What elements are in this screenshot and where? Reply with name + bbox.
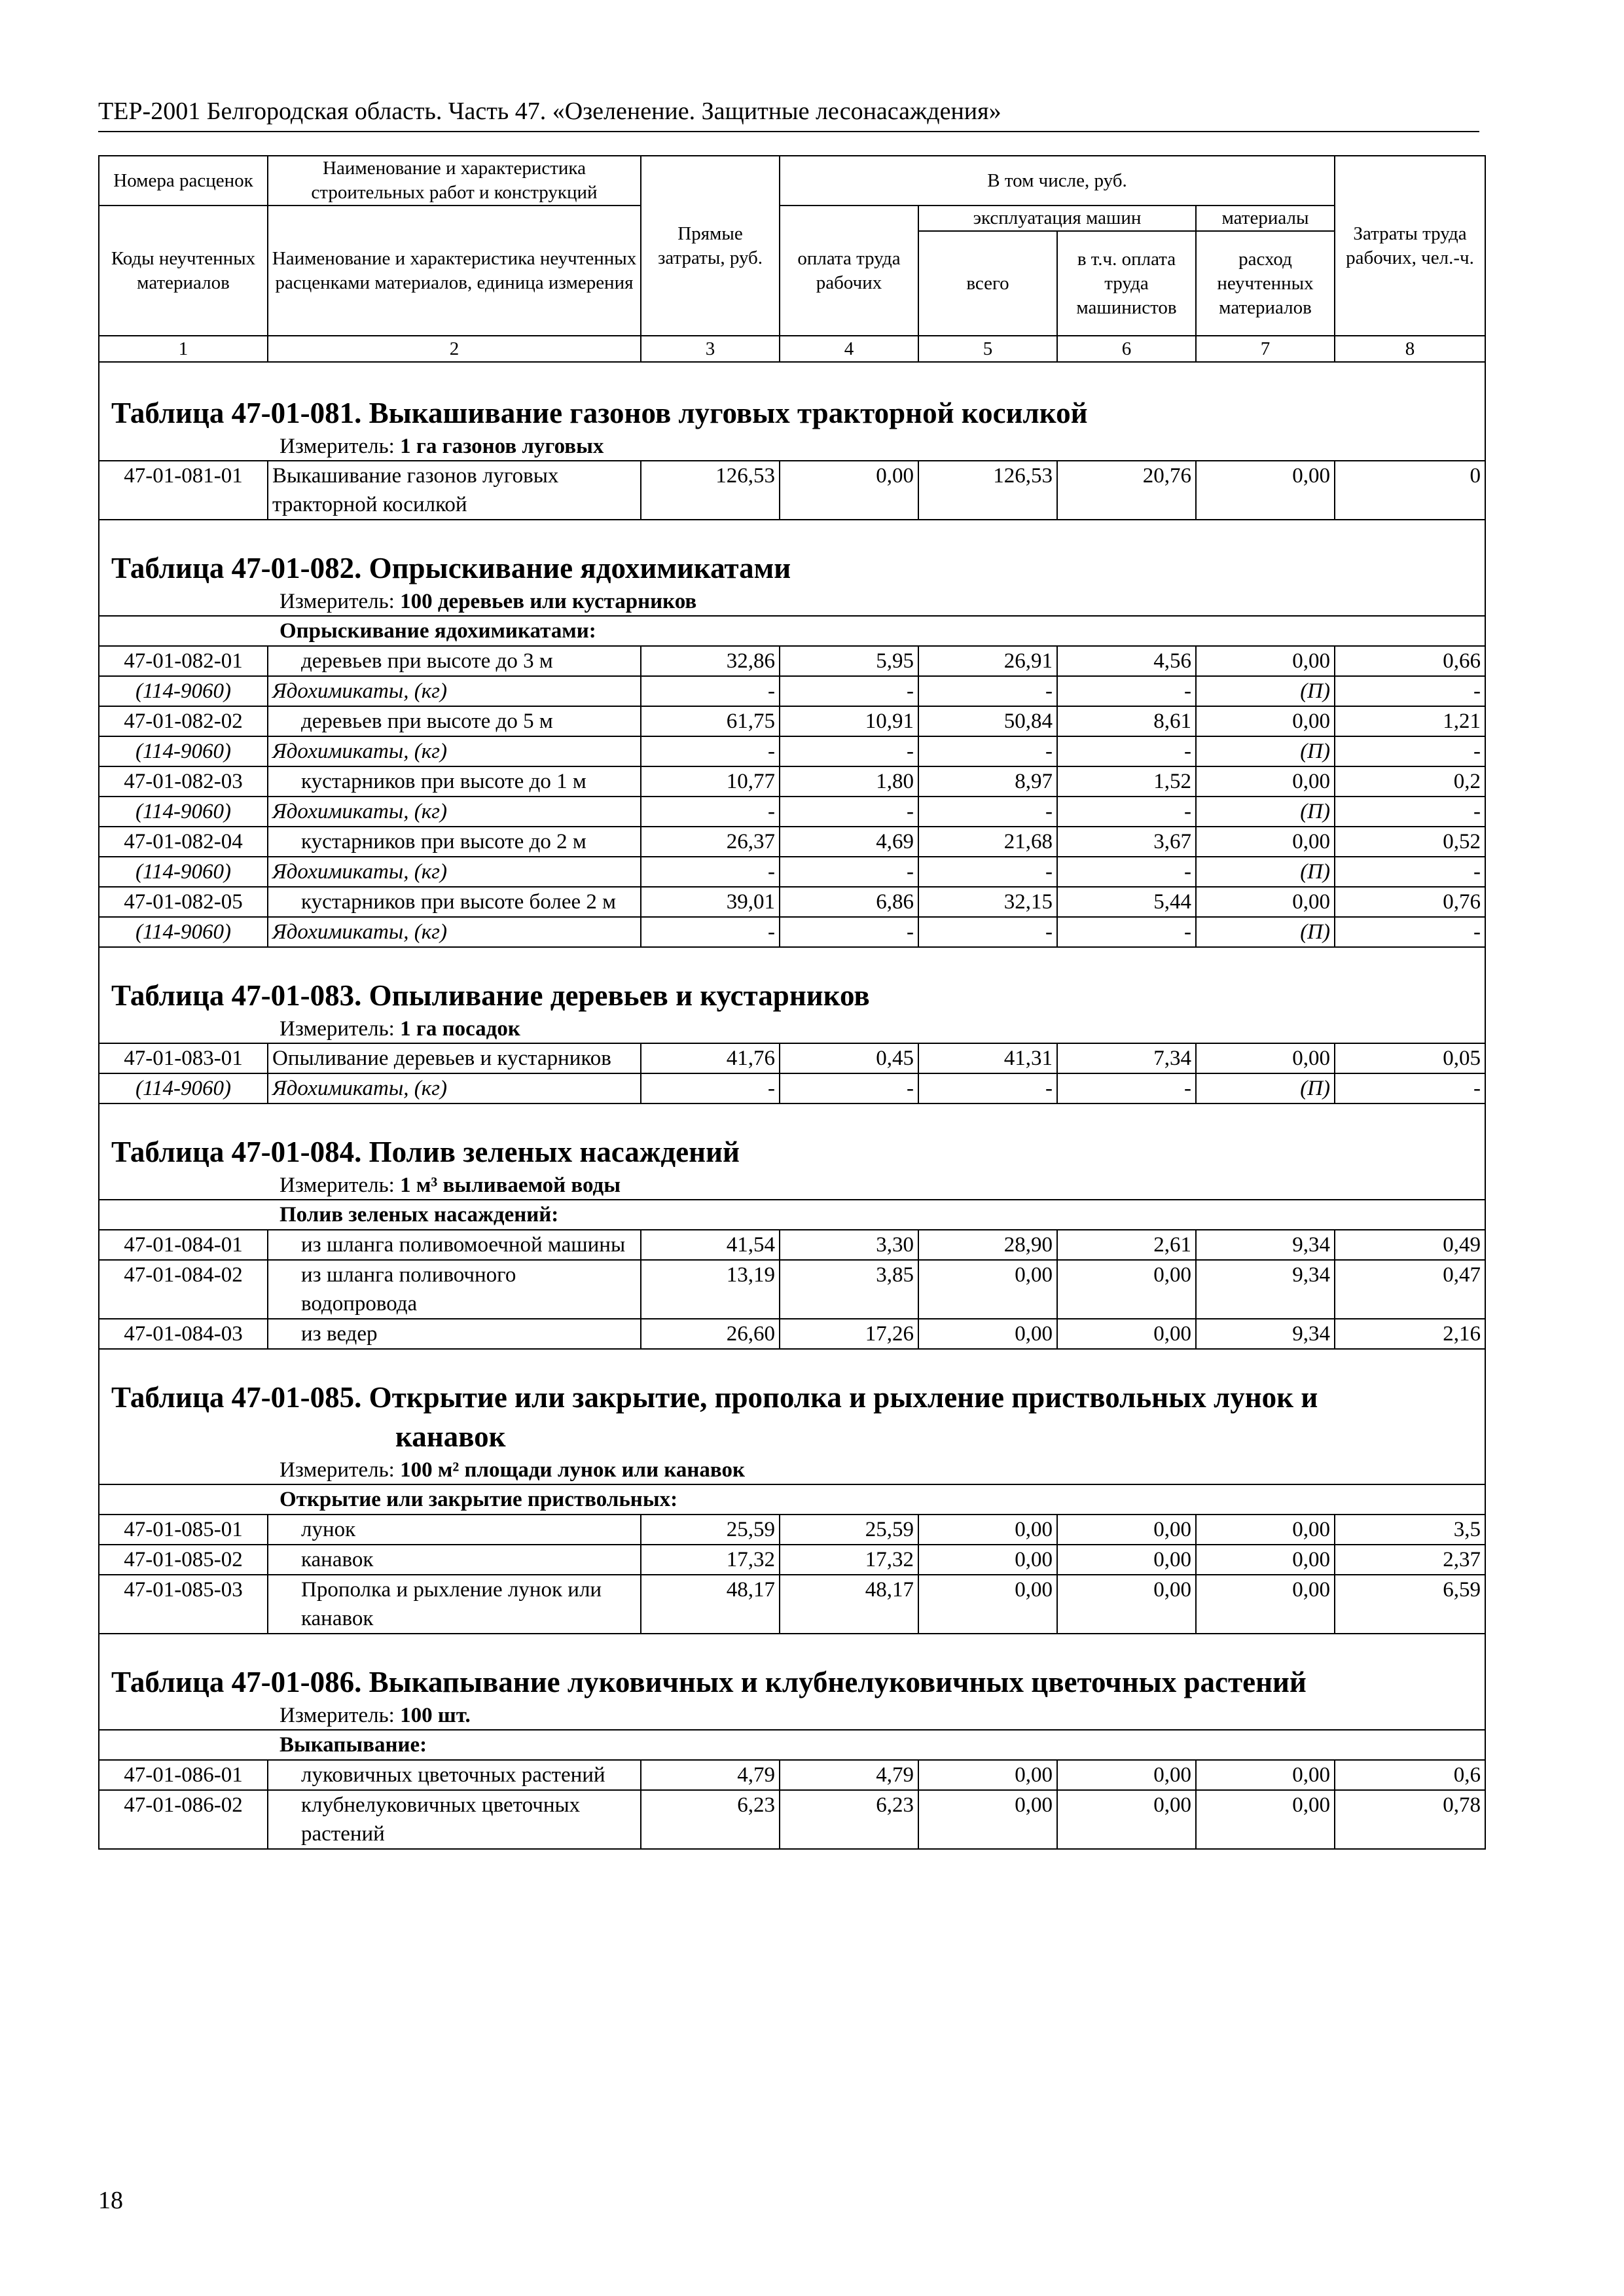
rate-value: 48,17 <box>780 1575 918 1634</box>
material-value: - <box>1335 917 1485 947</box>
group-row <box>99 1730 1485 1760</box>
rate-value: 0,00 <box>918 1760 1057 1790</box>
table-title-text: Таблица 47-01-083. Опыливание деревьев и кустарников <box>111 979 870 1012</box>
material-value: - <box>1335 1073 1485 1103</box>
head-c2-top: Наименование и характеристика строительных работ и конструкций <box>268 156 641 206</box>
rate-value: 3,5 <box>1335 1515 1485 1545</box>
material-value: (П) <box>1196 797 1335 827</box>
table-row <box>99 827 1485 857</box>
material-value: (П) <box>1196 736 1335 766</box>
rate-value: 2,37 <box>1335 1545 1485 1575</box>
measure <box>99 1456 1485 1484</box>
rate-value: 6,23 <box>641 1790 780 1849</box>
material-value: - <box>1057 1073 1196 1103</box>
table-title <box>99 1378 1485 1456</box>
material-value: (П) <box>1196 917 1335 947</box>
material-row <box>99 797 1485 827</box>
gap-cell <box>99 520 1485 548</box>
measure-value: 100 м² площади лунок или канавок <box>400 1458 746 1482</box>
rate-name: кустарников при высоте более 2 м <box>268 887 641 917</box>
rate-value: 3,67 <box>1057 827 1196 857</box>
rate-code: 47-01-085-01 <box>99 1515 268 1545</box>
table-row <box>99 1515 1485 1545</box>
material-value: - <box>780 676 918 706</box>
rate-value: 10,77 <box>641 766 780 797</box>
rate-value: 7,34 <box>1057 1043 1196 1073</box>
rate-value: 0,45 <box>780 1043 918 1073</box>
table-title-text: Таблица 47-01-082. Опрыскивание ядохимикатами <box>111 552 791 584</box>
material-name: Ядохимикаты, (кг) <box>268 676 641 706</box>
material-code: (114-9060) <box>99 676 268 706</box>
rate-name: из ведер <box>268 1319 641 1349</box>
material-value: - <box>1335 736 1485 766</box>
rate-value: 26,37 <box>641 827 780 857</box>
rate-value: 0,00 <box>1196 827 1335 857</box>
measure-value: 1 га газонов луговых <box>400 435 604 458</box>
rate-value: 1,80 <box>780 766 918 797</box>
rate-name: деревьев при высоте до 3 м <box>268 646 641 676</box>
rate-code: 47-01-083-01 <box>99 1043 268 1073</box>
measure-label: Измеритель: <box>280 590 395 613</box>
rate-name: Опыливание деревьев и кустарников <box>268 1043 641 1073</box>
table-row <box>99 461 1485 520</box>
table-row <box>99 1260 1485 1319</box>
rate-value: 0,00 <box>1196 766 1335 797</box>
rate-value: 0,66 <box>1335 646 1485 676</box>
rate-name: лунок <box>268 1515 641 1545</box>
price-table <box>98 155 1486 1850</box>
col-num: 4 <box>780 336 918 362</box>
table-title-row <box>99 976 1485 1015</box>
rate-code: 47-01-084-03 <box>99 1319 268 1349</box>
table-row <box>99 1545 1485 1575</box>
material-name: Ядохимикаты, (кг) <box>268 917 641 947</box>
rate-value: 41,31 <box>918 1043 1057 1073</box>
rate-value: 41,76 <box>641 1043 780 1073</box>
rate-value: 32,15 <box>918 887 1057 917</box>
material-code: (114-9060) <box>99 736 268 766</box>
rate-value: 25,59 <box>780 1515 918 1545</box>
rate-value: 20,76 <box>1057 461 1196 520</box>
material-name: Ядохимикаты, (кг) <box>268 736 641 766</box>
page-number: 18 <box>98 2187 123 2214</box>
rate-value: 26,91 <box>918 646 1057 676</box>
measure-label: Измеритель: <box>280 1017 395 1041</box>
rate-value: 0,00 <box>1057 1545 1196 1575</box>
rate-value: 126,53 <box>918 461 1057 520</box>
head-c4: оплата труда рабочих <box>780 206 918 336</box>
material-value: - <box>918 917 1057 947</box>
table-title-text: Таблица 47-01-086. Выкапывание луковичных и клубнелуковичных цветочных растений <box>111 1666 1307 1698</box>
material-value: - <box>1057 676 1196 706</box>
head-c1-bottom: Коды неучтенных материалов <box>99 206 268 336</box>
material-value: - <box>1335 676 1485 706</box>
rate-value: 9,34 <box>1196 1319 1335 1349</box>
table-title-continuation: канавок <box>395 1420 506 1453</box>
rate-value: 0,00 <box>918 1545 1057 1575</box>
rate-value: 61,75 <box>641 706 780 736</box>
rate-value: 0,00 <box>780 461 918 520</box>
measure-value: 100 шт. <box>400 1704 471 1727</box>
section-gap <box>99 1634 1485 1662</box>
rate-value: 0,00 <box>1196 1575 1335 1634</box>
rate-value: 0,00 <box>1196 1790 1335 1849</box>
material-row <box>99 917 1485 947</box>
material-name: Ядохимикаты, (кг) <box>268 797 641 827</box>
rate-name: луковичных цветочных растений <box>268 1760 641 1790</box>
rate-value: 0,05 <box>1335 1043 1485 1073</box>
rate-code: 47-01-082-01 <box>99 646 268 676</box>
material-value: (П) <box>1196 676 1335 706</box>
rate-code: 47-01-081-01 <box>99 461 268 520</box>
head-including: В том числе, руб. <box>780 156 1335 206</box>
rate-value: 1,21 <box>1335 706 1485 736</box>
rate-value: 25,59 <box>641 1515 780 1545</box>
table-row <box>99 1575 1485 1634</box>
table-title-text: Таблица 47-01-085. Открытие или закрытие, прополка и рыхление приствольных лунок и <box>111 1381 1318 1414</box>
rate-value: 6,59 <box>1335 1575 1485 1634</box>
head-c5: всего <box>918 231 1057 336</box>
measure-value: 1 м³ выливаемой воды <box>400 1174 621 1197</box>
rate-value: 9,34 <box>1196 1230 1335 1260</box>
material-value: - <box>918 676 1057 706</box>
col-num: 3 <box>641 336 780 362</box>
material-value: - <box>918 1073 1057 1103</box>
material-value: - <box>641 1073 780 1103</box>
table-title-row <box>99 1378 1485 1456</box>
section-gap <box>99 520 1485 548</box>
table-title <box>99 1662 1485 1702</box>
rate-value: 50,84 <box>918 706 1057 736</box>
rate-code: 47-01-082-05 <box>99 887 268 917</box>
rate-code: 47-01-084-01 <box>99 1230 268 1260</box>
group-label: Выкапывание: <box>99 1730 1485 1760</box>
rate-value: 9,34 <box>1196 1260 1335 1319</box>
rate-value: 3,30 <box>780 1230 918 1260</box>
table-title <box>99 1132 1485 1172</box>
material-value: - <box>641 676 780 706</box>
material-value: - <box>780 857 918 887</box>
rate-value: 41,54 <box>641 1230 780 1260</box>
rate-value: 0,00 <box>1196 1760 1335 1790</box>
rate-value: 4,79 <box>641 1760 780 1790</box>
measure-row <box>99 1015 1485 1043</box>
rate-value: 21,68 <box>918 827 1057 857</box>
rate-value: 0,2 <box>1335 766 1485 797</box>
rate-code: 47-01-082-03 <box>99 766 268 797</box>
measure-value: 1 га посадок <box>400 1017 520 1041</box>
material-value: - <box>641 736 780 766</box>
table-title-row <box>99 1132 1485 1172</box>
rate-value: 1,52 <box>1057 766 1196 797</box>
group-row <box>99 616 1485 646</box>
rate-value: 0,00 <box>918 1260 1057 1319</box>
rate-name: кустарников при высоте до 1 м <box>268 766 641 797</box>
rate-value: 3,85 <box>780 1260 918 1319</box>
header-rule <box>98 131 1479 132</box>
rate-value: 0,00 <box>918 1790 1057 1849</box>
rate-value: 0 <box>1335 461 1485 520</box>
rate-code: 47-01-084-02 <box>99 1260 268 1319</box>
rate-code: 47-01-082-04 <box>99 827 268 857</box>
group-label: Опрыскивание ядохимикатами: <box>99 616 1485 646</box>
rate-value: 6,23 <box>780 1790 918 1849</box>
material-value: - <box>1335 797 1485 827</box>
material-name: Ядохимикаты, (кг) <box>268 1073 641 1103</box>
rate-value: 10,91 <box>780 706 918 736</box>
material-value: - <box>780 917 918 947</box>
rate-code: 47-01-085-03 <box>99 1575 268 1634</box>
rate-value: 8,61 <box>1057 706 1196 736</box>
rate-code: 47-01-085-02 <box>99 1545 268 1575</box>
head-materials: материалы <box>1196 206 1335 231</box>
measure-row <box>99 433 1485 461</box>
rate-value: 0,6 <box>1335 1760 1485 1790</box>
material-row <box>99 857 1485 887</box>
measure-row <box>99 1702 1485 1730</box>
rate-value: 5,44 <box>1057 887 1196 917</box>
table-title <box>99 548 1485 588</box>
table-row <box>99 887 1485 917</box>
rate-value: 0,00 <box>1196 887 1335 917</box>
measure <box>99 1702 1485 1730</box>
head-machines: эксплуатация машин <box>918 206 1196 231</box>
group-label: Открытие или закрытие приствольных: <box>99 1484 1485 1515</box>
head-c7: расход неучтенных материалов <box>1196 231 1335 336</box>
rate-value: 0,49 <box>1335 1230 1485 1260</box>
group-label: Полив зеленых насаждений: <box>99 1200 1485 1230</box>
rate-value: 0,00 <box>1057 1575 1196 1634</box>
rate-value: 0,00 <box>1196 461 1335 520</box>
head-c1-top: Номера расценок <box>99 156 268 206</box>
section-gap <box>99 1349 1485 1378</box>
gap-cell <box>99 1349 1485 1378</box>
rate-value: 0,47 <box>1335 1260 1485 1319</box>
material-value: - <box>1335 857 1485 887</box>
gap-cell <box>99 947 1485 976</box>
table-title-row <box>99 1662 1485 1702</box>
rate-value: 32,86 <box>641 646 780 676</box>
group-row <box>99 1200 1485 1230</box>
rate-value: 0,00 <box>918 1515 1057 1545</box>
material-code: (114-9060) <box>99 857 268 887</box>
measure-row <box>99 1456 1485 1484</box>
material-value: - <box>780 797 918 827</box>
rate-value: 0,00 <box>1057 1515 1196 1545</box>
table-row <box>99 1043 1485 1073</box>
gap-cell <box>99 362 1485 393</box>
table-title-text: Таблица 47-01-084. Полив зеленых насаждений <box>111 1136 740 1168</box>
material-row <box>99 736 1485 766</box>
rate-value: 0,52 <box>1335 827 1485 857</box>
rate-value: 0,00 <box>1196 1545 1335 1575</box>
measure-label: Измеритель: <box>280 1458 395 1482</box>
measure-row <box>99 588 1485 616</box>
rate-value: 0,00 <box>1196 1515 1335 1545</box>
material-value: - <box>918 857 1057 887</box>
table-row <box>99 706 1485 736</box>
group-row <box>99 1484 1485 1515</box>
measure <box>99 1172 1485 1200</box>
column-number-row <box>99 336 1485 362</box>
material-value: - <box>918 797 1057 827</box>
material-code: (114-9060) <box>99 797 268 827</box>
measure <box>99 433 1485 461</box>
rate-code: 47-01-086-01 <box>99 1760 268 1790</box>
rate-value: 0,00 <box>1057 1790 1196 1849</box>
rate-name: канавок <box>268 1545 641 1575</box>
rate-value: 0,00 <box>1057 1760 1196 1790</box>
rate-value: 0,00 <box>1196 706 1335 736</box>
table-title-row <box>99 393 1485 433</box>
rate-code: 47-01-082-02 <box>99 706 268 736</box>
rate-name: из шланга поливомоечной машины <box>268 1230 641 1260</box>
rate-value: 2,16 <box>1335 1319 1485 1349</box>
rate-name: деревьев при высоте до 5 м <box>268 706 641 736</box>
rate-value: 126,53 <box>641 461 780 520</box>
rate-value: 48,17 <box>641 1575 780 1634</box>
rate-value: 0,00 <box>1196 646 1335 676</box>
material-row <box>99 676 1485 706</box>
rate-value: 0,00 <box>1057 1319 1196 1349</box>
table-header <box>99 156 1485 362</box>
col-num: 7 <box>1196 336 1335 362</box>
material-value: - <box>1057 797 1196 827</box>
material-value: - <box>780 1073 918 1103</box>
rate-value: 4,56 <box>1057 646 1196 676</box>
measure <box>99 1015 1485 1043</box>
table-title <box>99 393 1485 433</box>
material-value: - <box>1057 917 1196 947</box>
head-c8: Затраты труда рабочих, чел.-ч. <box>1335 156 1485 336</box>
table-row <box>99 1760 1485 1790</box>
rate-value: 39,01 <box>641 887 780 917</box>
rate-value: 6,86 <box>780 887 918 917</box>
measure-label: Измеритель: <box>280 1174 395 1197</box>
material-value: (П) <box>1196 857 1335 887</box>
col-num: 5 <box>918 336 1057 362</box>
material-name: Ядохимикаты, (кг) <box>268 857 641 887</box>
rate-value: 0,00 <box>1196 1043 1335 1073</box>
head-c3: Прямые затраты, руб. <box>641 156 780 336</box>
rate-value: 5,95 <box>780 646 918 676</box>
head-c2-bottom: Наименование и характеристика неучтенных расценками материалов, единица измерения <box>268 206 641 336</box>
rate-name: Прополка и рыхление лунок или канавок <box>268 1575 641 1634</box>
material-value: - <box>918 736 1057 766</box>
measure-label: Измеритель: <box>280 435 395 458</box>
measure-value: 100 деревьев или кустарников <box>400 590 697 613</box>
page-header: ТЕР-2001 Белгородская область. Часть 47. «Озеленение. Защитные лесонасаждения» <box>98 98 1001 125</box>
section-gap <box>99 947 1485 976</box>
rate-value: 4,69 <box>780 827 918 857</box>
col-num: 2 <box>268 336 641 362</box>
table-title <box>99 976 1485 1015</box>
material-value: - <box>641 797 780 827</box>
rate-value: 0,76 <box>1335 887 1485 917</box>
table-row <box>99 766 1485 797</box>
rate-code: 47-01-086-02 <box>99 1790 268 1849</box>
rate-value: 0,00 <box>1057 1260 1196 1319</box>
rate-value: 28,90 <box>918 1230 1057 1260</box>
material-row <box>99 1073 1485 1103</box>
rate-value: 26,60 <box>641 1319 780 1349</box>
material-value: - <box>641 857 780 887</box>
section-gap <box>99 362 1485 393</box>
material-value: - <box>1057 857 1196 887</box>
price-table-container <box>98 155 1485 1850</box>
table-row <box>99 646 1485 676</box>
table-row <box>99 1319 1485 1349</box>
material-value: - <box>641 917 780 947</box>
table-row <box>99 1790 1485 1849</box>
material-code: (114-9060) <box>99 1073 268 1103</box>
table-row <box>99 1230 1485 1260</box>
rate-value: 8,97 <box>918 766 1057 797</box>
col-num: 8 <box>1335 336 1485 362</box>
material-value: - <box>780 736 918 766</box>
rate-value: 0,00 <box>918 1319 1057 1349</box>
head-c6: в т.ч. оплата труда машинистов <box>1057 231 1196 336</box>
rate-value: 17,26 <box>780 1319 918 1349</box>
rate-name: из шланга поливочного водопровода <box>268 1260 641 1319</box>
col-num: 6 <box>1057 336 1196 362</box>
table-body <box>99 362 1485 1849</box>
gap-cell <box>99 1103 1485 1132</box>
rate-value: 17,32 <box>641 1545 780 1575</box>
rate-value: 17,32 <box>780 1545 918 1575</box>
col-num: 1 <box>99 336 268 362</box>
measure <box>99 588 1485 616</box>
rate-name: кустарников при высоте до 2 м <box>268 827 641 857</box>
rate-value: 4,79 <box>780 1760 918 1790</box>
rate-value: 0,78 <box>1335 1790 1485 1849</box>
rate-name: Выкашивание газонов луговых тракторной косилкой <box>268 461 641 520</box>
material-value: (П) <box>1196 1073 1335 1103</box>
material-code: (114-9060) <box>99 917 268 947</box>
rate-value: 2,61 <box>1057 1230 1196 1260</box>
table-title-row <box>99 548 1485 588</box>
measure-label: Измеритель: <box>280 1704 395 1727</box>
rate-name: клубнелуковичных цветочных растений <box>268 1790 641 1849</box>
section-gap <box>99 1103 1485 1132</box>
measure-row <box>99 1172 1485 1200</box>
table-title-text: Таблица 47-01-081. Выкашивание газонов луговых тракторной косилкой <box>111 397 1088 429</box>
material-value: - <box>1057 736 1196 766</box>
gap-cell <box>99 1634 1485 1662</box>
rate-value: 0,00 <box>918 1575 1057 1634</box>
rate-value: 13,19 <box>641 1260 780 1319</box>
